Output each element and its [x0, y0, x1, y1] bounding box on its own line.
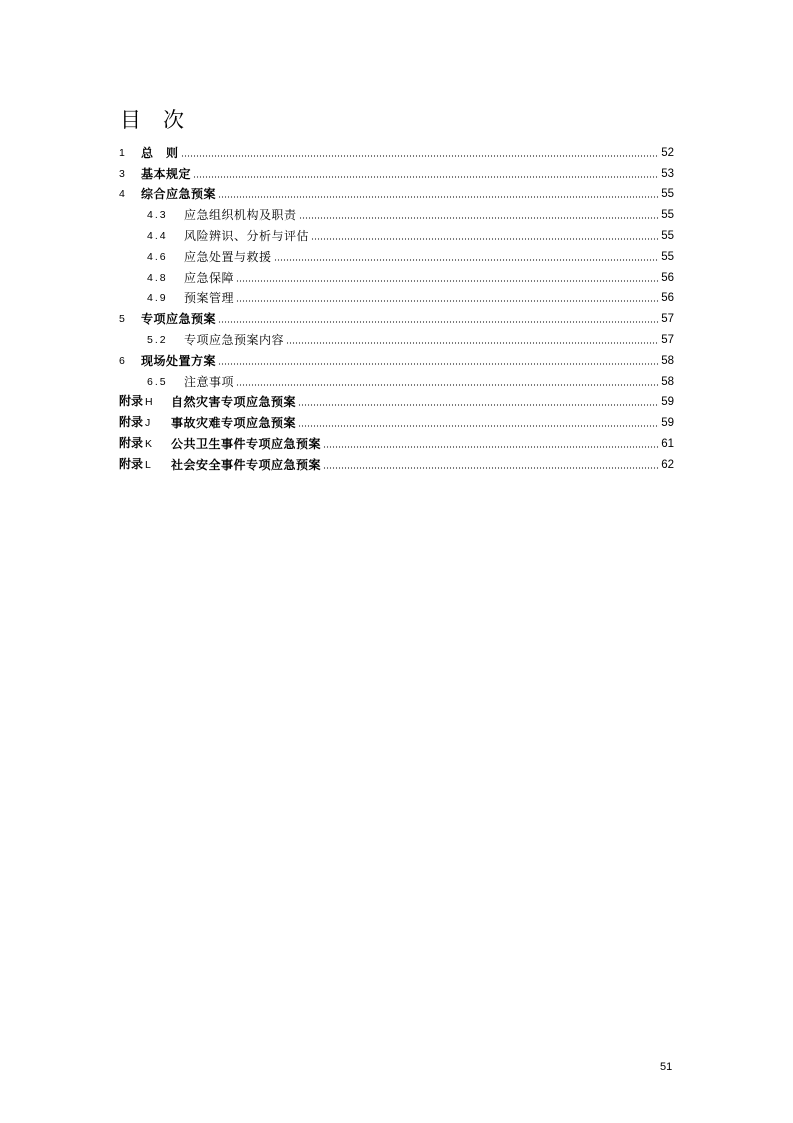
toc-dot-leader: [193, 176, 659, 178]
toc-entry-number: 4.3: [147, 209, 168, 222]
toc-entry[interactable]: [119, 305, 674, 326]
toc-entry-page: 57: [661, 313, 674, 326]
toc-entry-label: 应急处置与救援: [184, 249, 272, 264]
toc-entry-label: 综合应急预案: [141, 187, 217, 202]
toc-title-char-2: 次: [163, 108, 184, 132]
toc-dot-leader: [236, 384, 659, 386]
toc-entry-page: 59: [661, 417, 674, 430]
toc-entry-label: 专项应急预案内容: [184, 332, 285, 347]
toc-entry-page: 52: [661, 146, 674, 159]
toc-entry-label: 总 则: [141, 145, 179, 160]
toc-entry[interactable]: [119, 264, 674, 285]
toc-entry-appendix-prefix: 附录: [119, 415, 144, 430]
toc-entry[interactable]: [119, 222, 674, 243]
toc-title-char-1: 目: [120, 108, 141, 132]
toc-entry-appendix-prefix: 附录: [119, 435, 144, 450]
toc-entry-number: [119, 436, 171, 451]
toc-dot-leader: [236, 300, 659, 302]
toc-title: [120, 104, 184, 134]
toc-entry-page: 56: [661, 271, 674, 284]
toc-entry-number: 4.6: [147, 250, 168, 263]
toc-dot-leader: [323, 467, 659, 469]
toc-dot-leader: [274, 259, 660, 261]
toc-entry-number: 4.9: [147, 292, 168, 305]
toc-entry-page: 53: [661, 167, 674, 180]
toc-dot-leader: [311, 238, 659, 240]
toc-entry[interactable]: [119, 409, 674, 430]
table-of-contents: [119, 139, 674, 472]
toc-entry-label: 专项应急预案: [141, 312, 217, 327]
toc-entry-page: 55: [661, 188, 674, 201]
toc-entry-number: [119, 394, 171, 409]
toc-entry[interactable]: [119, 347, 674, 368]
toc-entry-label: 社会安全事件专项应急预案: [171, 457, 322, 472]
toc-dot-leader: [218, 196, 659, 198]
toc-entry-page: 62: [661, 458, 674, 471]
toc-entry[interactable]: [119, 389, 674, 410]
toc-dot-leader: [236, 280, 659, 282]
toc-entry-number: 6: [119, 354, 125, 367]
toc-dot-leader: [323, 446, 659, 448]
toc-entry-number: [119, 457, 171, 472]
toc-entry-label: 预案管理: [184, 291, 235, 306]
toc-entry-number: 5.2: [147, 333, 168, 346]
toc-entry-number: 4.4: [147, 229, 168, 242]
toc-dot-leader: [299, 217, 660, 219]
toc-entry-page: 55: [661, 250, 674, 263]
toc-dot-leader: [218, 363, 659, 365]
toc-entry-label: 公共卫生事件专项应急预案: [171, 436, 322, 451]
toc-entry-page: 58: [661, 354, 674, 367]
toc-entry[interactable]: [119, 181, 674, 202]
toc-entry-number: 1: [119, 146, 125, 159]
toc-entry[interactable]: [119, 430, 674, 451]
toc-entry-label: 基本规定: [141, 166, 192, 181]
toc-entry[interactable]: [119, 139, 674, 160]
toc-dot-leader: [298, 404, 659, 406]
toc-entry-number: 4.8: [147, 271, 168, 284]
toc-entry-page: 55: [661, 209, 674, 222]
toc-dot-leader: [181, 155, 660, 157]
toc-entry-number: 6.5: [147, 375, 168, 388]
toc-dot-leader: [218, 321, 659, 323]
toc-entry-label: 现场处置方案: [141, 353, 217, 368]
toc-entry-label: 注意事项: [184, 374, 235, 389]
toc-entry-number: 5: [119, 313, 125, 326]
toc-entry-number: [119, 415, 171, 430]
toc-entry-page: 55: [661, 229, 674, 242]
toc-entry[interactable]: [119, 451, 674, 472]
toc-entry-page: 59: [661, 396, 674, 409]
toc-entry-label: 事故灾难专项应急预案: [171, 416, 297, 431]
toc-entry-appendix-letter: L: [145, 458, 151, 471]
toc-entry[interactable]: [119, 160, 674, 181]
toc-entry-number: 3: [119, 167, 125, 180]
toc-entry-label: 风险辨识、分析与评估: [184, 228, 310, 243]
toc-entry-appendix-letter: H: [145, 396, 153, 409]
toc-entry-number: 4: [119, 188, 125, 201]
toc-dot-leader: [286, 342, 659, 344]
toc-entry[interactable]: [119, 326, 674, 347]
toc-entry[interactable]: [119, 368, 674, 389]
toc-entry-page: 58: [661, 375, 674, 388]
toc-entry-label: 自然灾害专项应急预案: [171, 395, 297, 410]
toc-entry-page: 61: [661, 437, 674, 450]
toc-entry[interactable]: [119, 201, 674, 222]
toc-entry-label: 应急保障: [184, 270, 235, 285]
toc-entry-appendix-letter: K: [145, 437, 153, 450]
toc-entry-page: 56: [661, 292, 674, 305]
toc-entry[interactable]: [119, 243, 674, 264]
toc-entry-appendix-letter: J: [145, 417, 151, 430]
toc-entry-page: 57: [661, 333, 674, 346]
page-number: 51: [660, 1061, 673, 1073]
toc-dot-leader: [298, 425, 659, 427]
toc-entry-label: 应急组织机构及职责: [184, 208, 297, 223]
toc-entry[interactable]: [119, 285, 674, 306]
toc-entry-appendix-prefix: 附录: [119, 456, 144, 471]
toc-entry-appendix-prefix: 附录: [119, 394, 144, 409]
